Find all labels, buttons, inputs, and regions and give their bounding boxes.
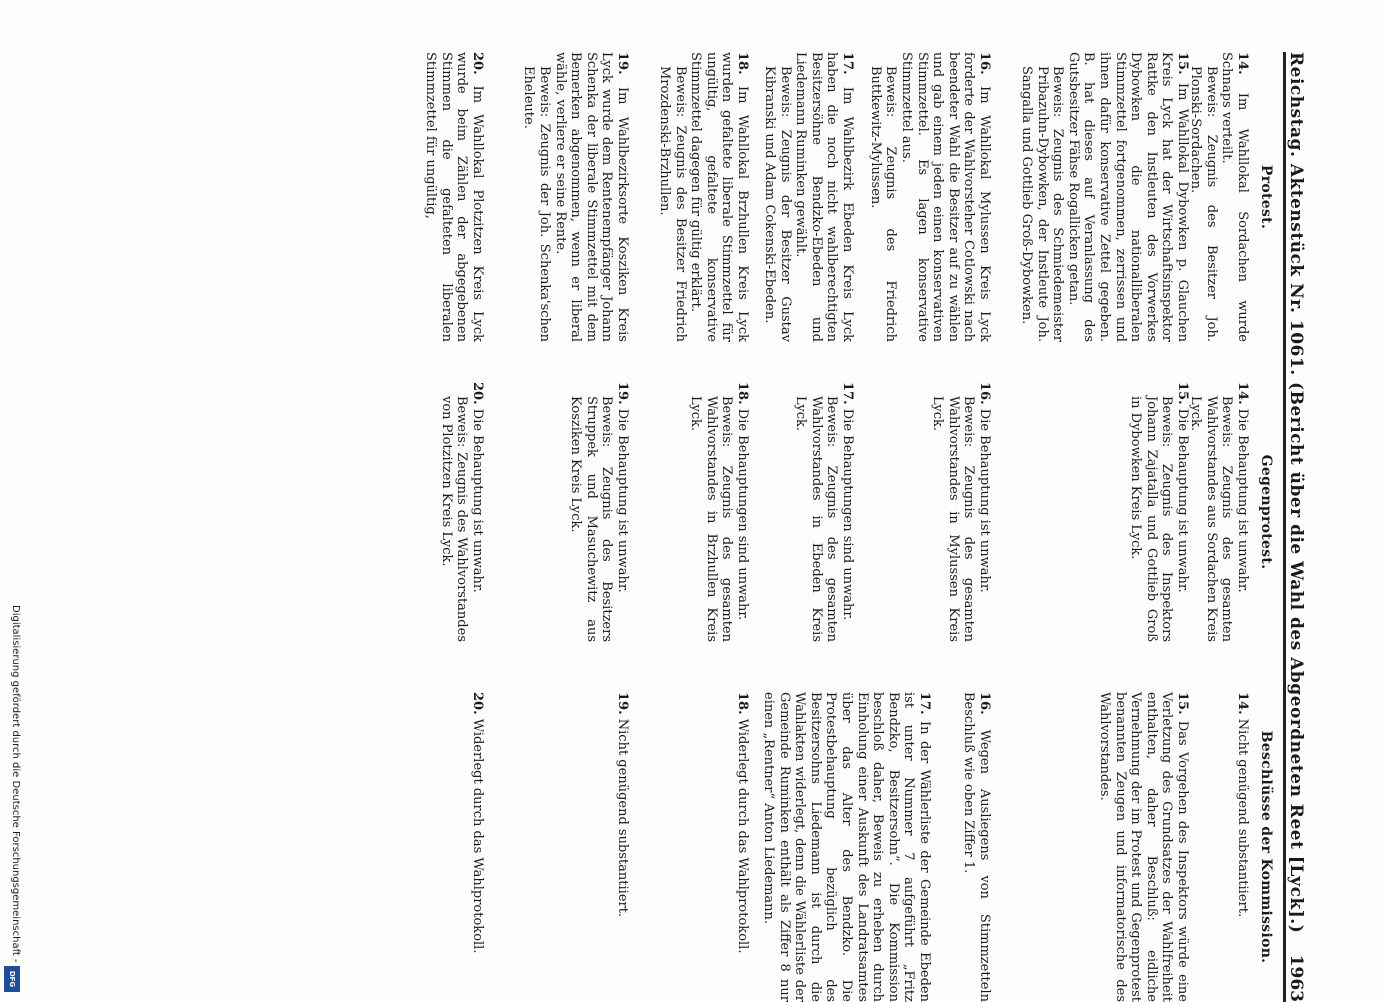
entry-text: Die Behauptungen sind unwahr. [840, 408, 855, 621]
entry-number: 17. [840, 382, 855, 405]
protest-entry [1018, 52, 1190, 342]
entry-text: Im Wahllokal Brzhullen Kreis Lyck wurden gefaltete liberale Stimmzettel für ungültig, gefaltete konservative Stimmzettel dagegen für gültig erklärt. [688, 52, 750, 342]
entry-text: Die Behauptung ist unwahr. [615, 408, 630, 593]
entry-evidence: Beweis: Zeugnis des Besitzers Struppek und Masuchewitz aus Kosziken Kreis Lyck. [568, 396, 615, 642]
entry-evidence: Beweis: Zeugnis des gesamten Wahlvorstandes in Brzhullen Kreis Lyck. [688, 396, 735, 642]
protest-entry [656, 52, 750, 342]
entry-text: Das Vorgehen des Inspektors würde eine Verletzung des Grundsatzes der Wahlfreiheit enthalten, daher Beschluß: eidliche Vernehmung der im Protest und Gegenprotest benannten Zeugen und informatorische des Wahlvorstandes. [1097, 692, 1190, 1002]
entry-number: 14. [1235, 382, 1250, 405]
gegenprotest-entry [438, 382, 485, 642]
entry-text: Die Behauptungen sind unwahr. [735, 408, 750, 621]
beschluss-entry [469, 692, 485, 1002]
entry-number: 19. [615, 52, 630, 75]
entry-number: 18. [735, 382, 750, 405]
entry-number: 15. [1175, 52, 1190, 75]
beschluss-entry [1096, 692, 1190, 1002]
entry-number: 20. [470, 692, 485, 715]
entry-number: 20. [470, 382, 485, 405]
beschluss-entry [1234, 692, 1250, 1002]
entry-evidence: Beweis: Zeugnis des Schmiedemeister Pribazuhn-Dybowken, der Instleute Joh. Sangalla und Gottlieb Groß-Dybowken. [1019, 66, 1066, 342]
protest-entry [867, 52, 992, 342]
entry-text: Widerlegt durch das Wahlprotokoll. [470, 718, 485, 954]
beschluss-entry [734, 692, 750, 1002]
entry-number: 19. [615, 382, 630, 405]
gegenprotest-entry [1188, 382, 1250, 642]
entry-evidence: Beweis: Zeugnis der Besitzer Gustav Kibranski und Adam Cokenski-Ebeden. [762, 66, 793, 342]
entry-number: 17. [840, 52, 855, 75]
column-heading-beschluesse: Beschlüsse der Kommission. [1258, 730, 1274, 964]
entry-number: 17. [917, 692, 932, 715]
entry-number: 16. [977, 692, 992, 715]
protest-entry [1188, 52, 1250, 342]
gegenprotest-entry [688, 382, 750, 642]
entry-text: Im Wahlbezirksorte Kosziken Kreis Lyck wurde dem Rentenempfänger Johann Schenka der liberale Stimmzettel mit dem Bemerken abgenommen, wenn er liberal wähle, verliere er seine Rente. [552, 52, 630, 342]
beschluss-entry [614, 692, 630, 1002]
gegenprotest-entry [1128, 382, 1190, 642]
entry-text: In der Wählerliste der Gemeinde Ebeden ist unter Nummer 7 aufgeführt „Fritz Bendzko, Besitzersohn“. Die Kommission beschloß daher, Beweis zu erheben durch Einholung einer Auskunft des Landratsamtes über das Alter des Bendzko. Die Protestbehauptung bezüglich des Besitzersohns Liedemann ist durch die Wahlakten widerlegt, denn die Wählerliste der Gemeinde Ruminken enthält als Ziffer 8 nur einen „Rentner“ Anton Liedemann. [761, 692, 932, 1002]
entry-number: 16. [977, 382, 992, 405]
column-heading-protest: Protest. [1258, 164, 1274, 230]
entry-text: Im Wahllokal Dybowken p. Glauchen Kreis Lyck hat der Wirtschaftsinspektor Rattke den Instleuten des Vorwerkes Dybowken die nationalliberalen Stimmzettel fortgenommen, zerrissen und ihnen dafür konservative Zettel gegeben. B. hat dieses auf Veranlassung des Gutsbesitzer Fähse Rogallicken getan. [1065, 52, 1190, 342]
entry-text: Im Wahllokal Mylussen Kreis Lyck forderte der Wahlvorsteher Cotlowski nach beendeter Wahl die Besitzer auf zu wählen und gab einem jeden einen konservativen Stimmzettel. Es lagen konservative Stimmzettel aus. [899, 52, 992, 342]
entry-evidence: Beweis: Zeugnis des gesamten Wahlvorstandes in Ebeden Kreis Lyck. [793, 396, 840, 642]
entry-evidence: Beweis: Zeugnis des gesamten Wahlvorstandes aus Sordachen Kreis Lyck. [1188, 396, 1235, 642]
protest-entry [521, 52, 630, 342]
entry-evidence: Beweis: Zeugnis des Besitzer Friedrich Mrozdenski-Brzhullen. [657, 66, 688, 342]
entry-evidence: Beweis: Zeugnis des Besitzer Joh. Plonski-Sordachen. [1188, 66, 1219, 342]
entry-number: 16. [977, 52, 992, 75]
gegenprotest-entry [568, 382, 630, 642]
entry-evidence: Beweis: Zeugnis des Wahlvorstandes von Plotzitzen Kreis Lyck. [438, 396, 470, 642]
beschluss-entry [760, 692, 932, 1002]
protest-entry [423, 52, 485, 342]
beschluss-entry [961, 692, 992, 1002]
page-title: Reichstag. Aktenstück Nr. 1061. (Bericht über die Wahl des Abgeordneten Reet [Lyck].) [1286, 52, 1306, 934]
entry-number: 19. [615, 692, 630, 715]
entry-evidence: Beweis: Zeugnis des Friedrich Buttkewitz-Mylussen. [867, 66, 899, 342]
dfg-logo-text: DFG [8, 970, 16, 988]
entry-number: 14. [1235, 692, 1250, 715]
entry-text: Im Wahllokal Plotzitzen Kreis Lyck wurde beim Zählen der abgegebenen Stimmen die gefalteten liberalen Stimmzettel für ungültig, [423, 52, 485, 343]
credit-text: Digitalisierung gefördert durch die Deutsche Forschungsgemeinschaft - [10, 605, 21, 963]
rotated-content [62, 52, 1312, 1002]
entry-text: Wegen Ausliegens von Stimmzetteln Beschluß wie oben Ziffer 1. [961, 692, 992, 1002]
entry-text: Die Behauptung ist unwahr. [470, 408, 485, 593]
entry-text: Die Behauptung ist unwahr. [1235, 408, 1250, 593]
gegenprotest-entry [930, 382, 992, 642]
page-number: 1963 [1286, 954, 1306, 1002]
entry-number: 15. [1175, 382, 1190, 405]
entry-number: 14. [1235, 52, 1250, 75]
entry-text: Die Behauptung ist unwahr. [977, 408, 992, 593]
entry-number: 18. [735, 692, 750, 715]
dfg-logo [4, 966, 20, 992]
entry-text: Im Wahllokal Sordachen wurde Schnaps verteilt. [1219, 52, 1250, 342]
entry-number: 18. [735, 52, 750, 75]
entry-text: Nicht genügend substantiiert. [1235, 718, 1250, 918]
page-header [1283, 52, 1312, 1002]
entry-number: 20. [470, 52, 485, 75]
entry-text: Widerlegt durch das Wahlprotokoll. [735, 718, 750, 954]
entry-evidence: Beweis: Zeugnis des Inspektors Johann Zajatalla und Gottlieb Groß in Dybowken Kreis Lyck. [1128, 396, 1175, 642]
entry-text: Im Wahlbezirk Ebeden Kreis Lyck haben die noch nicht wahlberechtigten Besitzersöhne Bendzko-Ebeden und Liedemann Ruminken gewählt. [793, 52, 855, 342]
entry-text: Die Behauptung ist unwahr. [1175, 408, 1190, 593]
gegenprotest-entry [793, 382, 855, 642]
column-heading-gegenprotest: Gegenprotest. [1258, 454, 1274, 570]
entry-number: 15. [1175, 692, 1190, 715]
entry-text: Nicht genügend substantiiert. [615, 718, 630, 918]
entry-evidence: Beweis: Zeugnis des gesamten Wahlvorstandes in Mylussen Kreis Lyck. [930, 396, 977, 642]
digitization-credit [3, 605, 25, 990]
protest-entry [761, 52, 855, 342]
entry-evidence: Beweis: Zeugnis der Joh. Schenka'schen Eheleute. [521, 66, 553, 342]
